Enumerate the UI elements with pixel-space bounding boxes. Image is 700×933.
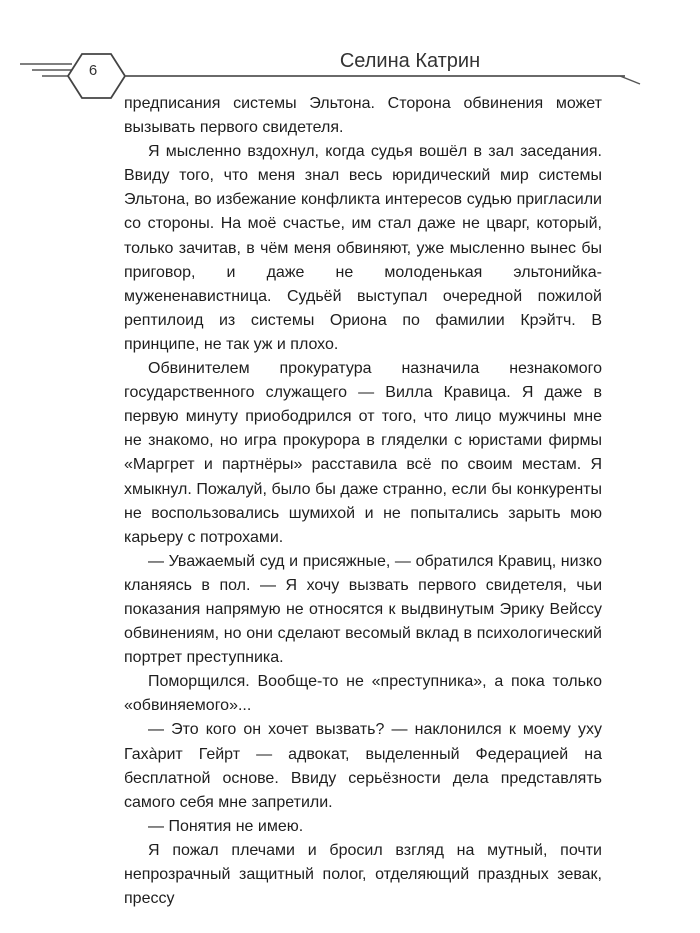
page-number: 6	[88, 62, 98, 79]
paragraph: Поморщился. Вообще-то не «преступника», а пока только «обвиняемого»...	[124, 673, 602, 715]
paragraph: Я мысленно вздохнул, когда судья вошёл в зал заседания. Ввиду того, что меня знал весь юридический мир системы Эльтона, во избежание конфликта интересов судью пригласили со стороны. На моё счастье, им стал даже не цварг, который, только зачитав, в чём меня обвиняют, уже мысленно вынес бы приговор, и даже не молоденькая эльтонийка-мужененавистница. Судьёй выступал очередной пожилой рептилоид из системы Ориона по фамилии Крэйтч. В принципе, не так уж и плохо.	[124, 143, 602, 353]
paragraph: Я пожал плечами и бросил взгляд на мутный, почти непрозрачный защитный полог, отделяющий праздных зевак, прессу	[124, 841, 602, 908]
body-text	[124, 92, 602, 911]
paragraph: Обвинителем прокуратура назначила незнакомого государственного служащего — Вилла Кравица. Я даже в первую минуту приободрился от того, что лицо мужчины мне не знакомо, но игра прокурора в гляделки с юристами фирмы «Маргрет и партнёры» расставила всё по своим местам. Я хмыкнул. Пожалуй, было бы даже странно, если бы конкуренты не воспользовались шумихой и не попытались зарыть мою карьеру с потрохами.	[124, 360, 602, 546]
paragraph: предписания системы Эльтона. Сторона обвинения может вызывать первого свидетеля.	[124, 95, 602, 137]
paragraph: — Уважаемый суд и присяжные, — обратился Кравиц, низко кланяясь в пол. — Я хочу вызвать первого свидетеля, чьи показания напрямую не относятся к выдвинутым Эрику Вейссу обвинениям, но они сделают весомый вклад в психологический портрет преступника.	[124, 552, 602, 667]
running-title: Селина Катрин	[339, 50, 481, 72]
paragraph: — Понятия не имею.	[148, 817, 304, 835]
paragraph: — Это кого он хочет вызвать? — наклонился к моему уху Гахàрит Гейрт — адвокат, выделенный Федерацией на бесплатной основе. Ввиду серьёзности дела представлять самого себя мне запретили.	[124, 721, 602, 811]
